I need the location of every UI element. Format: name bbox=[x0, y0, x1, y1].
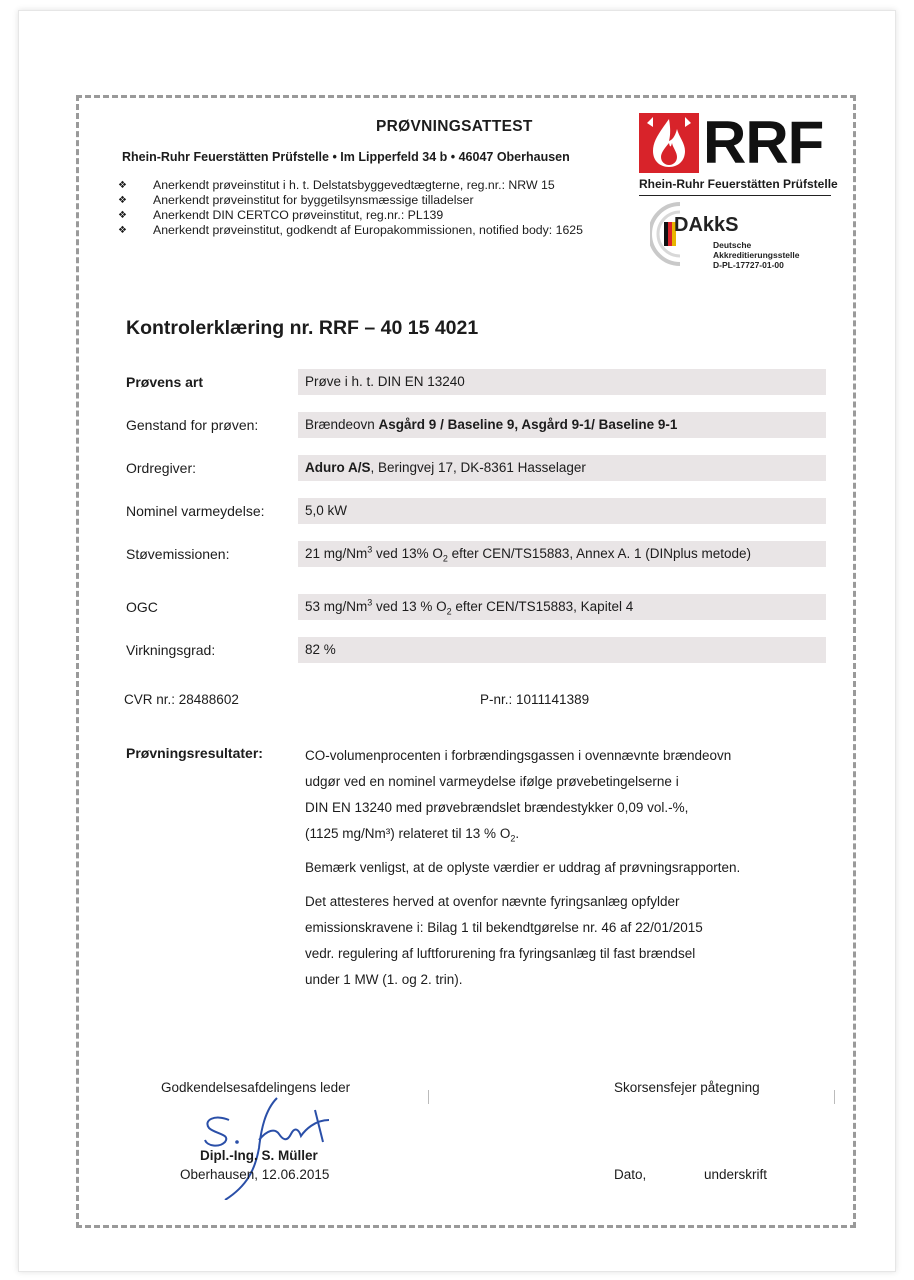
institute-address: Rhein-Ruhr Feuerstätten Prüfstelle • Im Lipperfeld 34 b • 46047 Oberhausen bbox=[122, 150, 570, 164]
results-attestation: Det attesteres herved at ovenfor nævnte fyringsanlæg opfylder emissionskravene i: Bilag 1 til bekendtgørelse nr. 46 af 22/01/2015 vedr. regulering af luftforurening fra fyringsanlæg til fast brændsel under 1 MW (1. og 2. trin). bbox=[305, 894, 703, 987]
ogc-label: OGC bbox=[126, 599, 158, 615]
art-label: Prøvens art bbox=[126, 374, 204, 390]
bullet-icon: ❖ bbox=[118, 210, 127, 221]
ordregiver-value: Aduro A/S, Beringvej 17, DK-8361 Hasselager bbox=[298, 455, 826, 481]
nominel-label: Nominel varmeydelse: bbox=[126, 503, 265, 519]
date-label: Dato, bbox=[614, 1167, 647, 1182]
art-value: Prøve i h. t. DIN EN 13240 bbox=[298, 369, 826, 395]
divider bbox=[428, 1090, 429, 1104]
results-note: Bemærk venligst, at de oplyste værdier er uddrag af prøvningsrapporten. bbox=[305, 860, 741, 875]
declaration-number: Kontrolerklæring nr. RRF – 40 15 4021 bbox=[126, 317, 479, 339]
list-item: ❖ Anerkendt prøveinstitut i h. t. Delstatsbyggevedtægterne, reg.nr.: NRW 15 bbox=[118, 178, 555, 192]
list-item: ❖ Anerkendt prøveinstitut, godkendt af Europakommissionen, notified body: 1625 bbox=[118, 223, 583, 237]
stov-label: Støvemissionen: bbox=[126, 546, 230, 562]
virk-value: 82 % bbox=[298, 637, 826, 663]
chimney-sweep-title: Skorsensfejer påtegning bbox=[614, 1080, 760, 1095]
accreditation-list bbox=[118, 178, 583, 238]
document-title: PRØVNINGSATTEST bbox=[376, 118, 533, 135]
approver-name: Dipl.-Ing. S. Müller bbox=[200, 1148, 318, 1163]
dakks-logo bbox=[650, 196, 820, 278]
approver-title: Godkendelsesafdelingens leder bbox=[161, 1080, 351, 1095]
bullet-icon: ❖ bbox=[118, 180, 127, 191]
virk-label: Virkningsgrad: bbox=[126, 642, 216, 658]
logo-wordmark: RRF bbox=[703, 109, 824, 176]
divider bbox=[834, 1090, 835, 1104]
dakks-arc-icon bbox=[650, 196, 710, 278]
genstand-label: Genstand for prøven: bbox=[126, 417, 259, 433]
p-number: P-nr.: 1011141389 bbox=[480, 692, 590, 707]
results-label: Prøvningsresultater: bbox=[126, 745, 263, 761]
flame-icon bbox=[639, 113, 699, 173]
list-item: ❖ Anerkendt DIN CERTCO prøveinstitut, reg.nr.: PL139 bbox=[118, 208, 444, 222]
results-text bbox=[305, 743, 825, 993]
bullet-icon: ❖ bbox=[118, 195, 127, 206]
bullet-icon: ❖ bbox=[118, 225, 127, 236]
ordregiver-label: Ordregiver: bbox=[126, 460, 197, 476]
logo-subtitle: Rhein-Ruhr Feuerstätten Prüfstelle bbox=[639, 177, 838, 191]
dakks-name: DAkkS bbox=[674, 214, 739, 236]
rrf-logo bbox=[639, 109, 838, 196]
cvr-number: CVR nr.: 28488602 bbox=[124, 692, 239, 707]
signature-label: underskrift bbox=[704, 1167, 768, 1182]
nominel-value: 5,0 kW bbox=[298, 498, 826, 524]
list-item: ❖ Anerkendt prøveinstitut for byggetilsynsmæssige tilladelser bbox=[118, 193, 474, 207]
genstand-value: Brændeovn Asgård 9 / Baseline 9, Asgård 9-1/ Baseline 9-1 bbox=[298, 412, 826, 438]
handwritten-signature bbox=[195, 1090, 355, 1200]
results-paragraph: CO-volumenprocenten i forbrændingsgassen i ovennævnte brændeovn udgør ved en nominel varmeydelse ifølge prøvebetingelserne i DIN EN 13240 med prøvebrændslet brændestykker 0,09 vol.-%, (1125 mg/Nm³) relateret til 13 % $O_2$. bbox=[305, 748, 732, 844]
stov-value: 21 mg/Nm$^3$ ved 13% $O_2$ efter CEN/TS15883, Annex A. 1 (DINplus metode) bbox=[298, 541, 826, 567]
dakks-details: Deutsche Akkreditierungsstelle D-PL-17727-01-00 bbox=[713, 240, 800, 270]
approval-place-date: Oberhausen, 12.06.2015 bbox=[180, 1167, 330, 1182]
ogc-value: 53 mg/Nm$^3$ ved 13 % $O_2$ efter CEN/TS15883, Kapitel 4 bbox=[298, 594, 826, 620]
